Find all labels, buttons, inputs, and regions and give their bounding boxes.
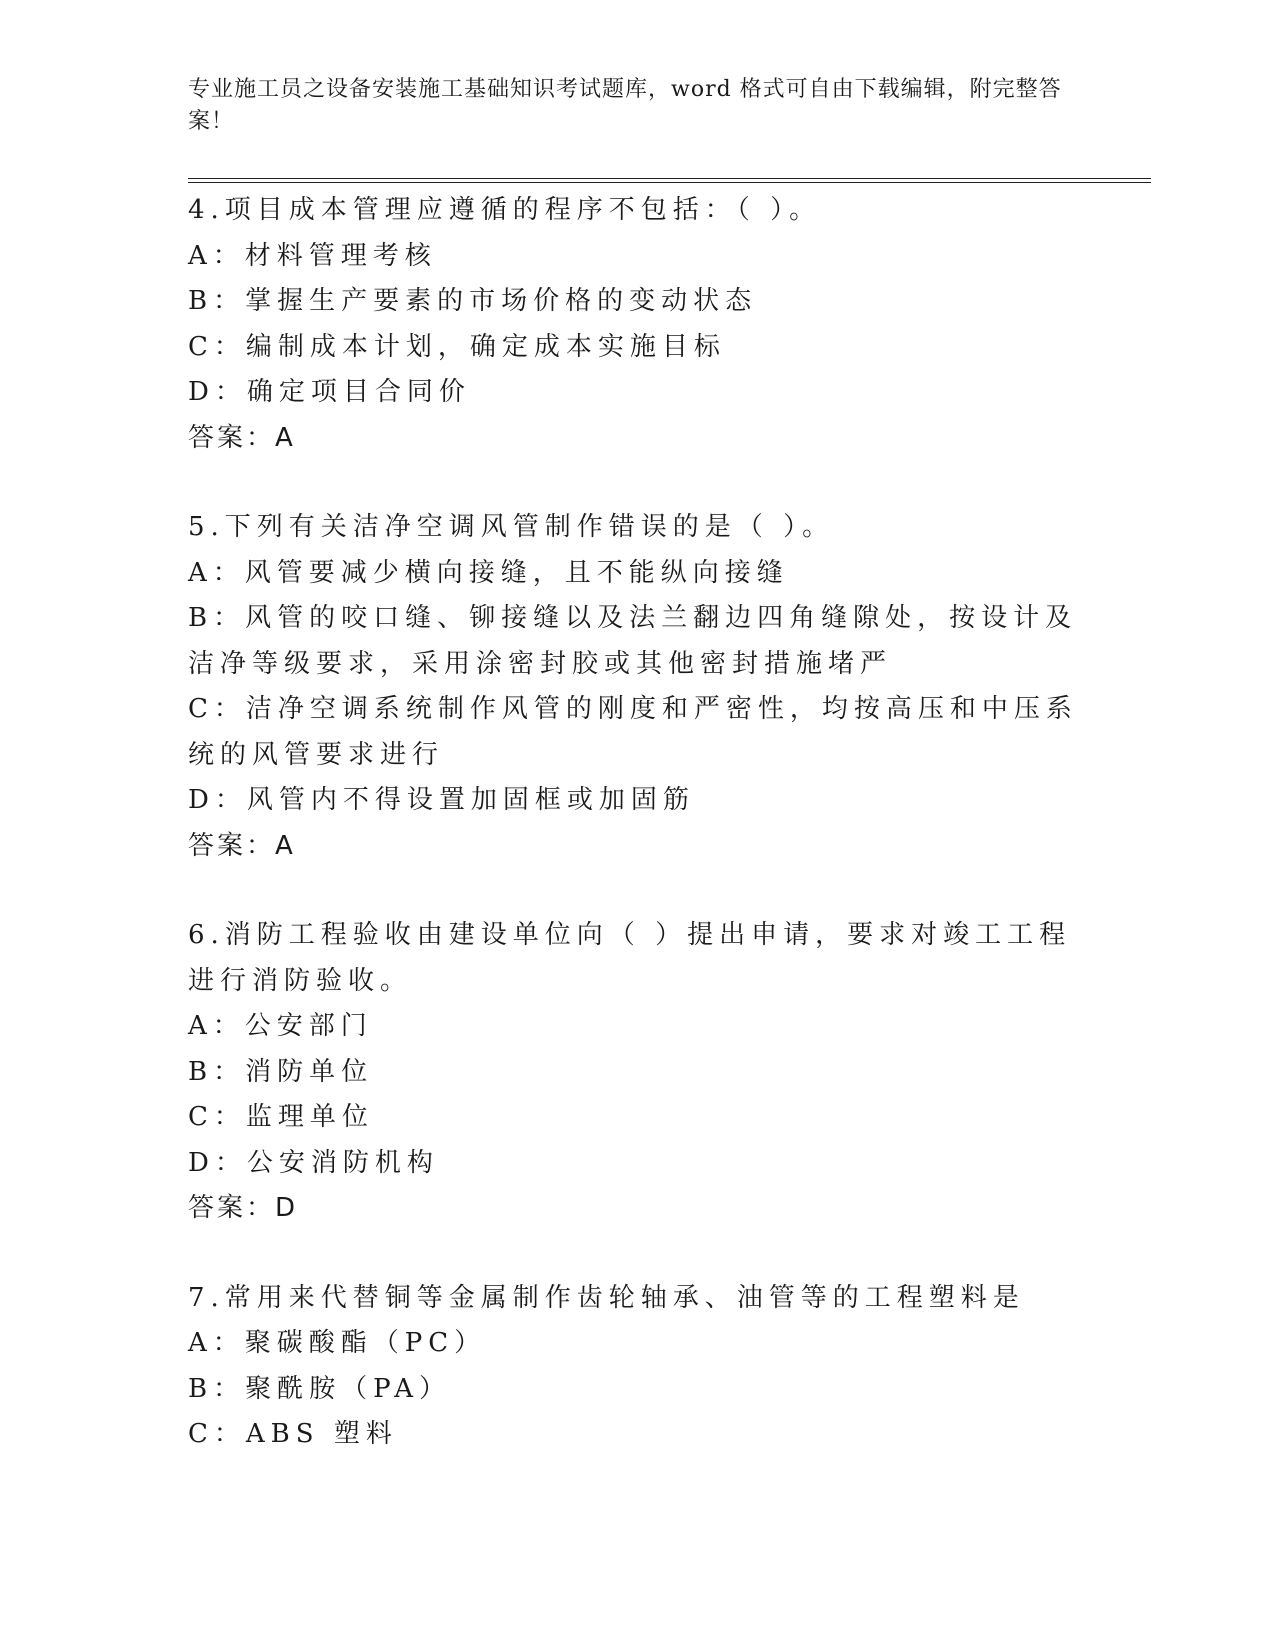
header-rule-thick bbox=[188, 182, 1151, 183]
spacer bbox=[188, 869, 1088, 913]
question-list bbox=[188, 188, 1088, 1458]
option-d: D：风管内不得设置加固框或加固筋 bbox=[188, 785, 695, 815]
option-c: C：监理单位 bbox=[188, 1102, 374, 1132]
question-6 bbox=[188, 913, 1088, 1232]
option-b: B：聚酰胺（PA） bbox=[188, 1373, 451, 1404]
option-c: C：洁净空调系统制作风管的刚度和严密性，均按高压和中压系统的风管要求进行 bbox=[188, 694, 1078, 770]
header-rule-thin bbox=[188, 178, 1151, 179]
option-a: A：聚碳酸酯（PC） bbox=[188, 1328, 487, 1358]
question-stem: 7.常用来代替铜等金属制作齿轮轴承、油管等的工程塑料是 bbox=[188, 1282, 1025, 1313]
question-stem: 5.下列有关洁净空调风管制作错误的是（ ）。 bbox=[188, 512, 835, 542]
question-7 bbox=[188, 1276, 1088, 1458]
option-c: C：编制成本计划，确定成本实施目标 bbox=[188, 331, 726, 362]
option-b: B：掌握生产要素的市场价格的变动状态 bbox=[188, 286, 758, 316]
option-a: A：风管要减少横向接缝，且不能纵向接缝 bbox=[188, 557, 789, 588]
option-c: C：ABS 塑料 bbox=[188, 1419, 398, 1449]
document-header: 专业施工员之设备安装施工基础知识考试题库，word 格式可自由下载编辑，附完整答案！ bbox=[188, 77, 1062, 134]
option-a: A：材料管理考核 bbox=[188, 240, 437, 271]
question-5 bbox=[188, 505, 1088, 869]
option-d: D：公安消防机构 bbox=[188, 1147, 439, 1178]
spacer bbox=[188, 1232, 1088, 1276]
answer-line: 答案：A bbox=[188, 830, 296, 861]
question-stem: 4.项目成本管理应遵循的程序不包括：（ ）。 bbox=[188, 195, 822, 225]
question-4 bbox=[188, 188, 1088, 461]
option-b: B：消防单位 bbox=[188, 1056, 374, 1087]
option-b: B：风管的咬口缝、铆接缝以及法兰翻边四角缝隙处，按设计及洁净等级要求，采用涂密封胶或其他密封措施堵严 bbox=[188, 603, 1078, 679]
option-d: D：确定项目合同价 bbox=[188, 377, 471, 407]
question-stem: 6.消防工程验收由建设单位向（ ）提出申请，要求对竣工工程进行消防验收。 bbox=[188, 920, 1072, 996]
answer-line: 答案：D bbox=[188, 1193, 299, 1223]
option-a: A：公安部门 bbox=[188, 1011, 373, 1041]
spacer bbox=[188, 461, 1088, 505]
answer-line: 答案：A bbox=[188, 422, 296, 453]
